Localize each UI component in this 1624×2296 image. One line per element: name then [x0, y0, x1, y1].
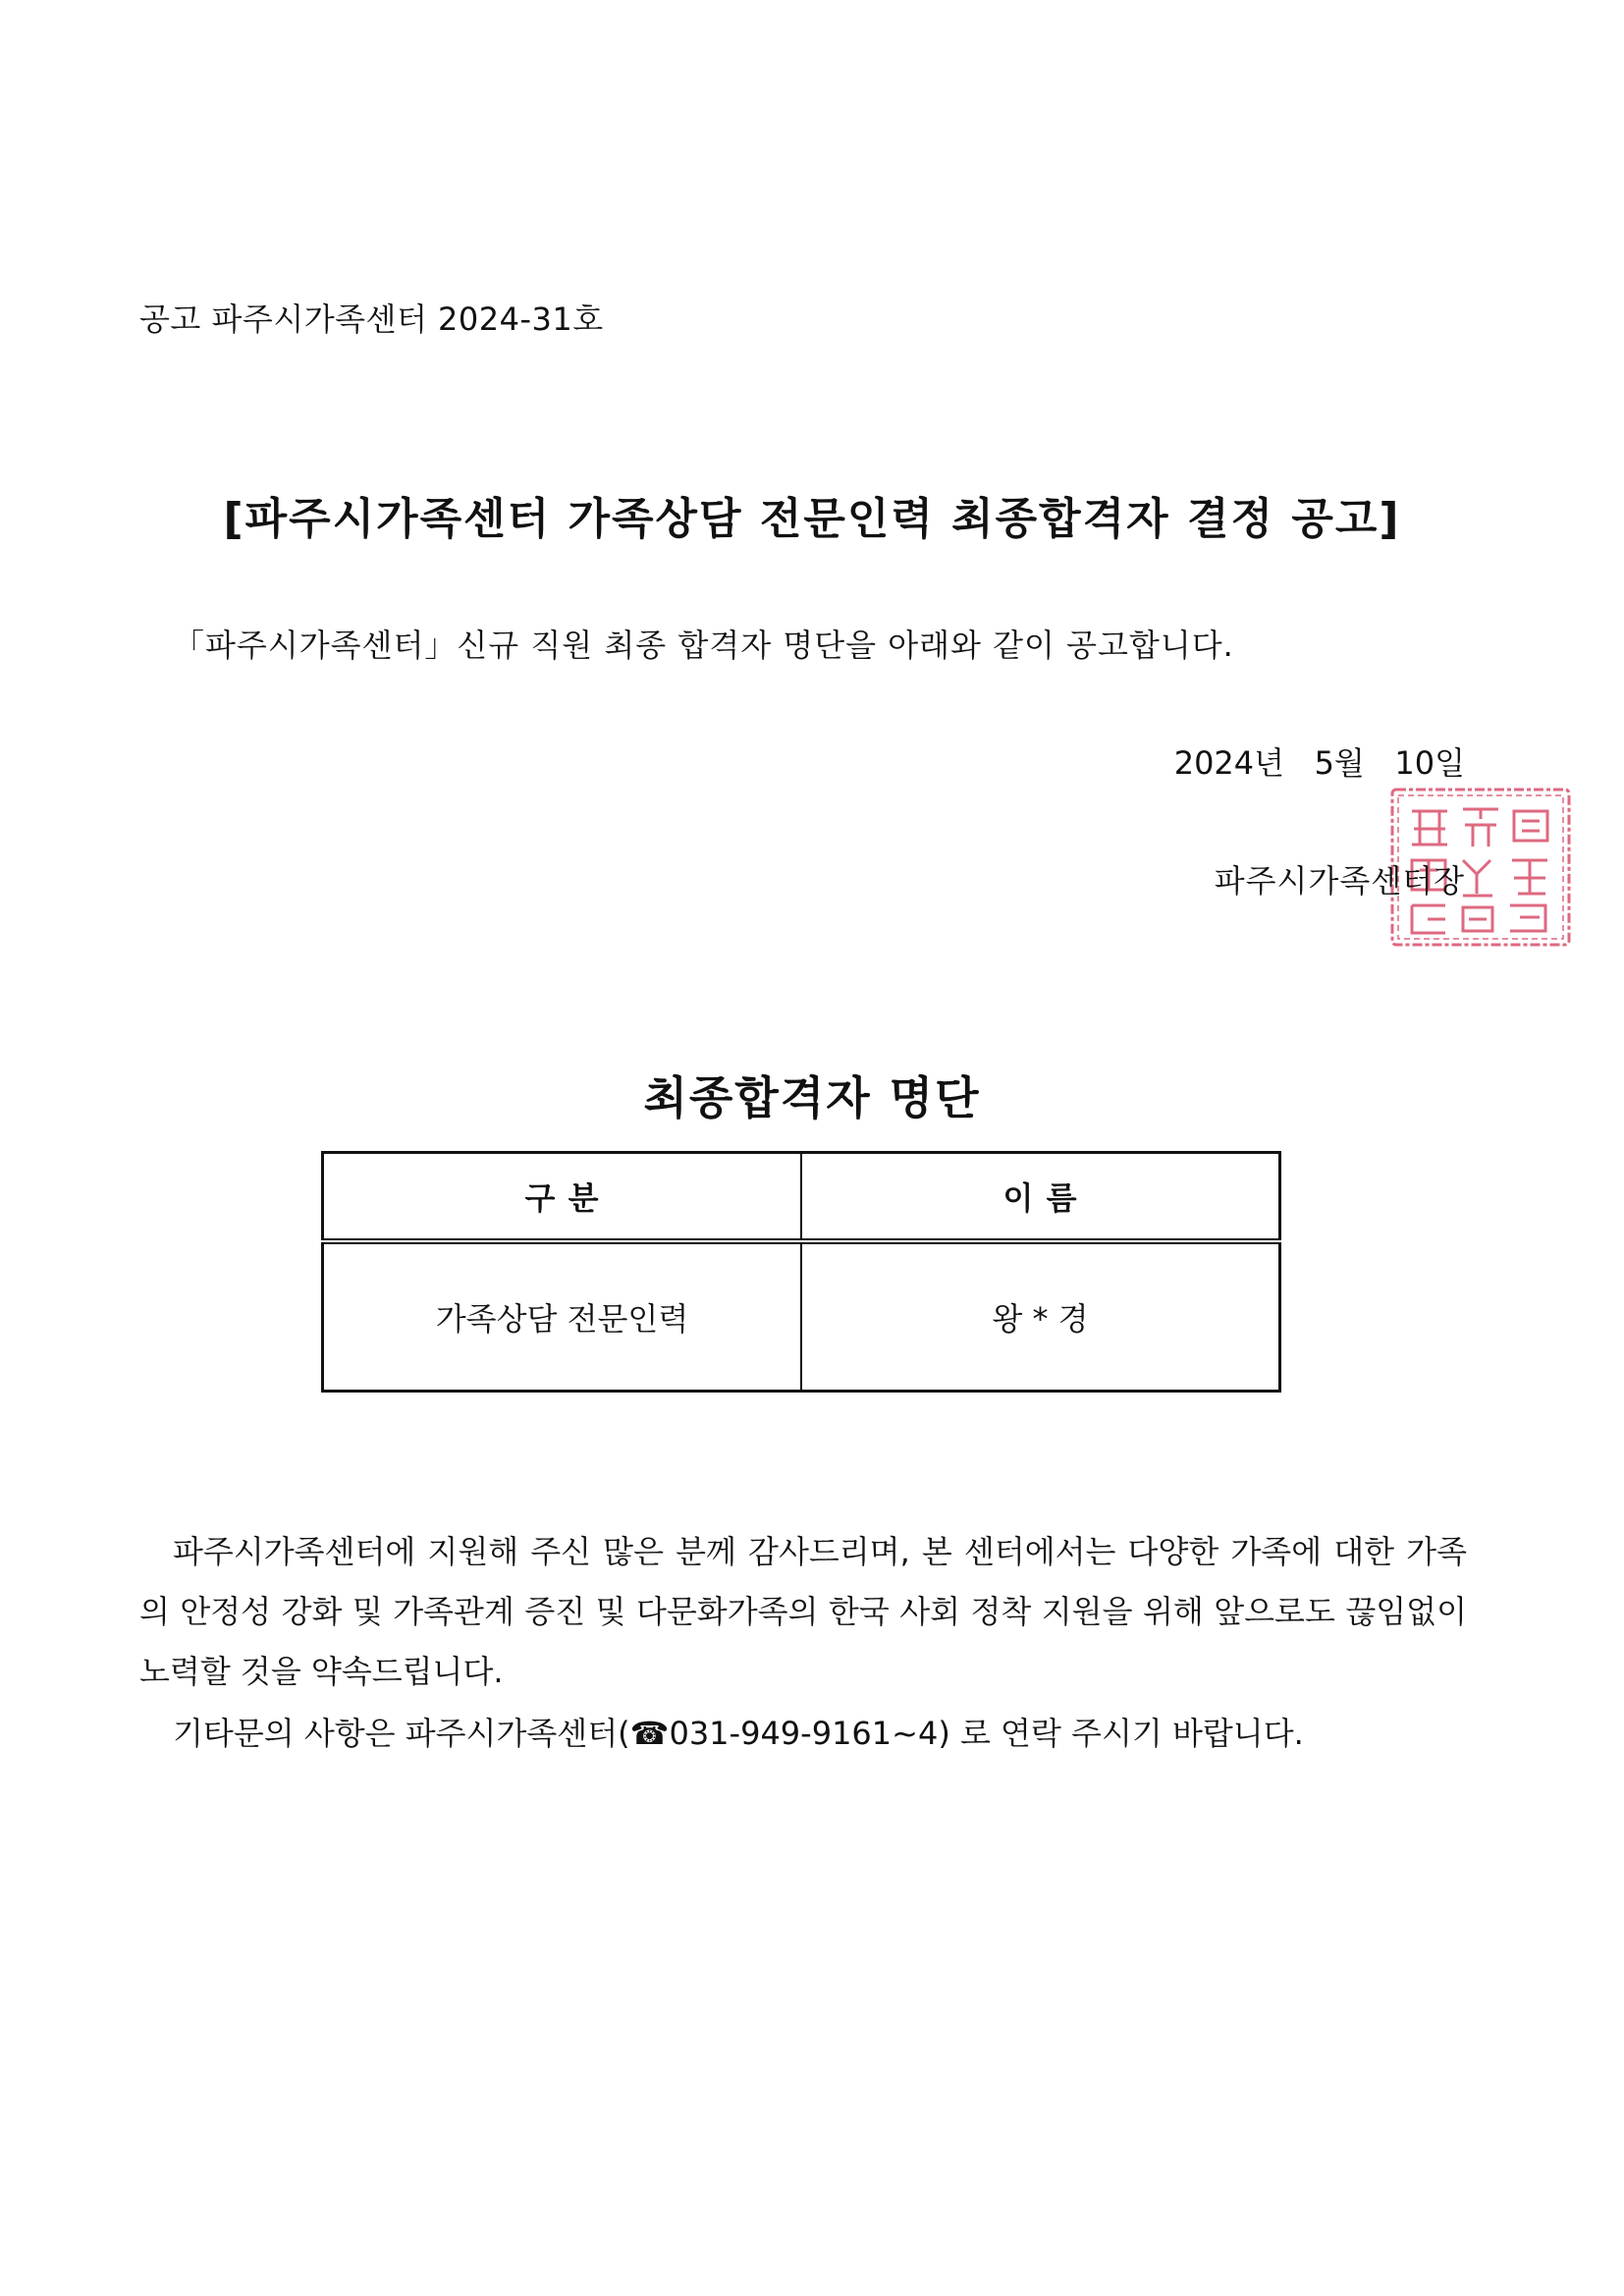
cell-category: 가족상담 전문인력 [323, 1241, 802, 1392]
cell-name: 왕 * 경 [801, 1241, 1280, 1392]
list-title: 최종합격자 명단 [643, 1071, 981, 1124]
column-header-category: 구 분 [323, 1153, 802, 1242]
table-row [323, 1241, 1280, 1392]
closing-paragraph-text: 파주시가족센터에 지원해 주신 많은 분께 감사드리며, 본 센터에서는 다양한 가족에 대한 가족의 안정성 강화 및 가족관계 증진 및 다문화가족의 한국 사회 정착 지원을 위해 앞으로도 끊임없이 노력할 것을 약속드립니다. [139, 1533, 1467, 1690]
notice-number: 공고 파주시가족센터 2024-31호 [139, 301, 604, 338]
contact-line: 기타문의 사항은 파주시가족센터(☎031-949-9161~4) 로 연락 주시기 바랍니다. [173, 1715, 1304, 1752]
issue-date: 2024년 5월 10일 [1173, 744, 1465, 782]
table-header-row [323, 1153, 1280, 1242]
signer-name: 파주시가족센터장 [1214, 862, 1465, 900]
closing-paragraph [139, 1522, 1467, 1702]
intro-text: 「파주시가족센터」신규 직원 최종 합격자 명단을 아래와 같이 공고합니다. [173, 627, 1234, 664]
document-title: [파주시가족센터 가족상담 전문인력 최종합격자 결정 공고] [223, 494, 1401, 544]
column-header-name: 이 름 [801, 1153, 1280, 1242]
result-table [321, 1151, 1281, 1393]
